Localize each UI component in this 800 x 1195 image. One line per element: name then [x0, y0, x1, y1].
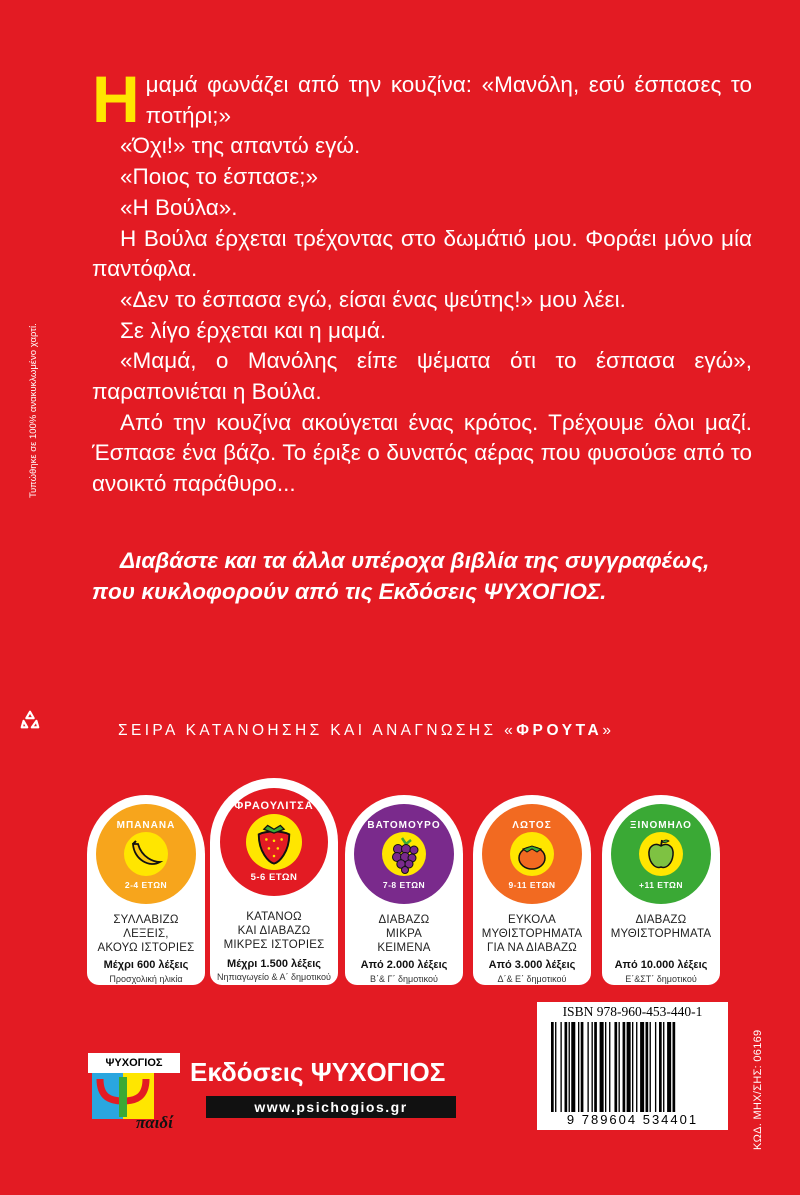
story-paragraph: «Η Βούλα».	[120, 194, 238, 220]
barcode-bar	[605, 1022, 606, 1112]
blackberry-icon	[382, 832, 426, 876]
product-code: ΚΩΔ. ΜΗΧ/ΣΗΣ: 06169	[752, 1029, 764, 1150]
barcode-bar	[571, 1022, 575, 1112]
age-badge: ΛΩΤΟΣ 9-11 ΕΤΩΝ	[482, 804, 582, 904]
card-description: ΔΙΑΒΑΖΩ ΜΙΚΡΑ ΚΕΙΜΕΝΑ	[377, 914, 431, 954]
series-card-persimmon[interactable]	[473, 795, 591, 985]
barcode-bar	[551, 1022, 554, 1112]
barcode-bar	[619, 1022, 620, 1112]
barcode-bar	[673, 1022, 676, 1112]
grade-level: Β΄& Γ΄ δημοτικού	[370, 974, 438, 984]
barcode-bar	[659, 1022, 662, 1112]
banana-icon	[124, 832, 168, 876]
barcode-bar	[640, 1022, 644, 1112]
card-description: ΕΥΚΟΛΑ ΜΥΘΙΣΤΟΡΗΜΑΤΑ ΓΙΑ ΝΑ ΔΙΑΒΑΖΩ	[481, 914, 583, 954]
promo-text: Διαβάστε και τα άλλα υπέροχα βιβλία της συγγραφέως, που κυκλοφορούν από τις Εκδόσεις ΨΥΧΟΓΙΟΣ.	[92, 548, 710, 604]
word-count: Από 3.000 λέξεις	[488, 959, 576, 971]
story-paragraph: Ημαμά φωνάζει από την κουζίνα: «Μανόλη, εσύ έσπασες το ποτήρι;»	[92, 62, 752, 136]
grade-level: Νηπιαγωγείο & Α΄ δημοτικού	[217, 972, 331, 982]
word-count: Από 10.000 λέξεις	[614, 959, 708, 971]
card-description: ΔΙΑΒΑΖΩ ΜΥΘΙΣΤΟΡΗΜΑΤΑ	[610, 914, 712, 940]
barcode-bar	[560, 1022, 561, 1112]
barcode-bar	[609, 1022, 610, 1112]
story-paragraph: «Δεν το έσπασα εγώ, είσαι ένας ψεύτης!» μου λέει.	[120, 286, 626, 312]
barcode-bar	[646, 1022, 649, 1112]
barcode-number: 9 789604 534401	[566, 1112, 699, 1127]
series-card-banana[interactable]	[87, 795, 205, 985]
barcode-bar	[655, 1022, 656, 1112]
story-paragraph: Από την κουζίνα ακούγεται ένας κρότος. Τρέχουμε όλοι μαζί. Έσπασε ένα βάζο. Το έριξε ο δυνατός αέρας που φυσούσε από το ανοικτό παράθυρο...	[92, 409, 752, 497]
barcode-bar	[592, 1022, 593, 1112]
series-card-blackberry[interactable]	[345, 795, 463, 985]
barcode-bar	[663, 1022, 664, 1112]
story-paragraph: «Όχι!» της απαντώ εγώ.	[120, 133, 361, 159]
story-text	[92, 62, 752, 500]
series-card-strawberry[interactable]	[210, 778, 338, 985]
barcode-bar	[565, 1022, 568, 1112]
barcode-bar	[614, 1022, 617, 1112]
isbn-label: ISBN 978-960-453-440-1	[562, 1004, 703, 1019]
word-count: Μέχρι 1.500 λέξεις	[227, 958, 321, 970]
apple-icon	[639, 832, 683, 876]
word-count: Από 2.000 λέξεις	[360, 959, 448, 971]
barcode-bar	[569, 1022, 570, 1112]
drop-cap: Η	[92, 62, 140, 136]
age-badge: ΒΑΤΟΜΟΥΡΟ 7-8 ΕΤΩΝ	[354, 804, 454, 904]
barcode-bar	[623, 1022, 626, 1112]
card-description: ΚΑΤΑΝΟΩ ΚΑΙ ΔΙΑΒΑΖΩ ΜΙΚΡΕΣ ΙΣΤΟΡΙΕΣ	[223, 911, 325, 951]
barcode-bar	[636, 1022, 637, 1112]
age-badge: ΦΡΑΟΥΛΙΤΣΑ 5-6 ΕΤΩΝ	[216, 784, 332, 900]
publisher-name: Εκδόσεις ΨΥΧΟΓΙΟΣ	[190, 1057, 446, 1087]
grade-level: Ε΄&ΣΤ΄ δημοτικού	[625, 974, 697, 984]
barcode	[547, 1022, 719, 1112]
barcode-bar	[581, 1022, 584, 1112]
card-description: ΣΥΛΛΑΒΙΖΩ ΛΕΞΕΙΣ, ΑΚΟΥΩ ΙΣΤΟΡΙΕΣ	[97, 914, 195, 954]
barcode-bar	[587, 1022, 588, 1112]
story-paragraph: «Μαμά, ο Μανόλης είπε ψέματα ότι το έσπασα εγώ», παραπονιέται η Βούλα.	[92, 348, 752, 405]
barcode-bar	[555, 1022, 556, 1112]
barcode-bar	[578, 1022, 579, 1112]
grade-level: Δ΄& Ε΄ δημοτικού	[497, 974, 567, 984]
word-count: Μέχρι 600 λέξεις	[103, 959, 189, 971]
publisher-logo: ΨΥΧΟΓΙΟΣ παιδί	[88, 1053, 180, 1135]
recycle-icon	[19, 709, 41, 731]
isbn-block	[537, 1002, 728, 1130]
story-paragraph: «Ποιος το έσπασε;»	[120, 164, 319, 190]
barcode-bar	[627, 1022, 631, 1112]
grade-level: Προσχολική ηλικία	[109, 974, 183, 984]
persimmon-icon	[510, 832, 554, 876]
story-paragraph: Η Βούλα έρχεται τρέχοντας στο δωμάτιό μου. Φοράει μόνο μία παντόφλα.	[92, 225, 752, 282]
barcode-bar	[667, 1022, 671, 1112]
barcode-bar	[632, 1022, 633, 1112]
publisher-url[interactable]: www.psichogios.gr	[206, 1096, 456, 1118]
recycled-paper-note: Τυπώθηκε σε 100% ανακυκλωμένο χαρτί.	[28, 323, 39, 498]
age-badge: ΜΠΑΝΑΝΑ 2-4 ΕΤΩΝ	[96, 804, 196, 904]
series-card-green-apple[interactable]	[602, 795, 720, 985]
barcode-bar	[600, 1022, 604, 1112]
strawberry-icon	[246, 814, 302, 870]
barcode-bar	[594, 1022, 597, 1112]
barcode-bar	[650, 1022, 651, 1112]
series-title: ΣΕΙΡΑ ΚΑΤΑΝΟΗΣΗΣ ΚΑΙ ΑΝΑΓΝΩΣΗΣ «ΦΡΟΥΤΑ»	[118, 722, 615, 739]
story-paragraph: Σε λίγο έρχεται και η μαμά.	[120, 317, 387, 343]
age-badge: ΞΙΝΟΜΗΛΟ +11 ΕΤΩΝ	[611, 804, 711, 904]
